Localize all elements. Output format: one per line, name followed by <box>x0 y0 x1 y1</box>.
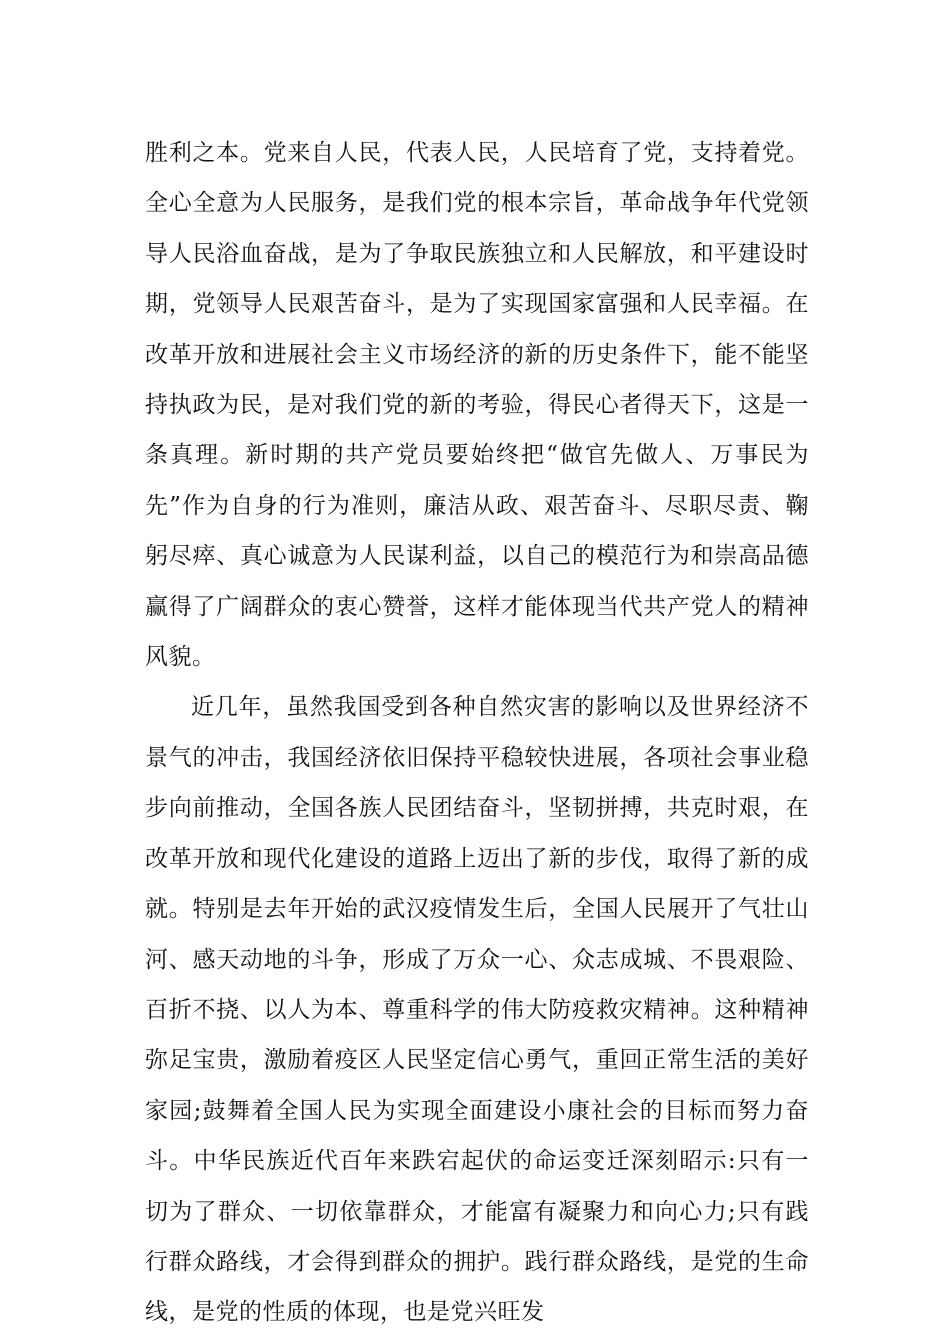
document-body <box>145 128 809 1338</box>
paragraph-1: 胜利之本。党来自人民，代表人民，人民培育了党，支持着党。全心全意为人民服务，是我们党的根本宗旨，革命战争年代党领导人民浴血奋战，是为了争取民族独立和人民解放，和平建设时期，党领导人民艰苦奋斗，是为了实现国家富强和人民幸福。在改革开放和进展社会主义市场经济的新的历史条件下，能不能坚持执政为民，是对我们党的新的考验，得民心者得天下，这是一条真理。新时期的共产党员要始终把“做官先做人、万事民为先”作为自身的行为准则，廉洁从政、艰苦奋斗、尽职尽责、鞠躬尽瘁、真心诚意为人民谋利益，以自己的模范行为和崇高品德赢得了广阔群众的衷心赞誉，这样才能体现当代共产党人的精神风貌。 <box>145 140 809 671</box>
paragraph-2: 近几年，虽然我国受到各种自然灾害的影响以及世界经济不景气的冲击，我国经济依旧保持平稳较快进展，各项社会事业稳步向前推动，全国各族人民团结奋斗，坚韧拼搏，共克时艰，在改革开放和现代化建设的道路上迈出了新的步伐，取得了新的成就。特别是去年开始的武汉疫情发生后，全国人民展开了气壮山河、感天动地的斗争，形成了万众一心、众志成城、不畏艰险、百折不挠、以人为本、尊重科学的伟大防疫救灾精神。这种精神弥足宝贵，激励着疫区人民坚定信心勇气，重回正常生活的美好家园;鼓舞着全国人民为实现全面建设小康社会的目标而努力奋斗。中华民族近代百年来跌宕起伏的命运变迁深刻昭示:只有一切为了群众、一切依靠群众，才能富有凝聚力和向心力;只有践行群众路线，才会得到群众的拥护。践行群众路线，是党的生命线，是党的性质的体现，也是党兴旺发 <box>145 694 809 1326</box>
